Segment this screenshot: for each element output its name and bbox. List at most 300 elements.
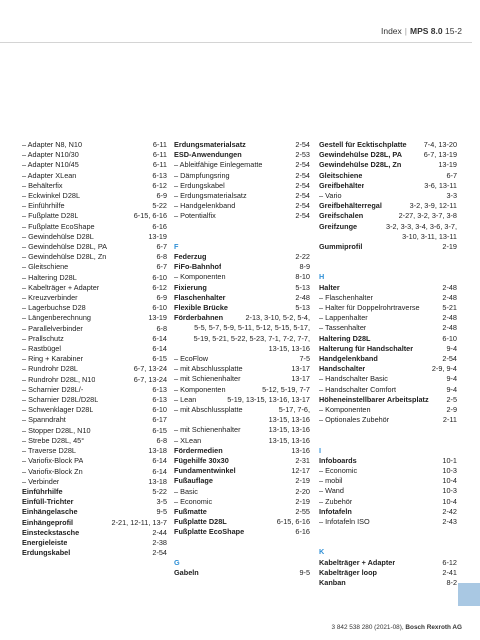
index-entry-pages: 3-6, 13-11 — [424, 180, 457, 190]
index-entry-term: – Haltering D28L — [22, 272, 77, 282]
index-entry — [174, 211, 310, 221]
index-entry-term: – XLean — [174, 435, 202, 445]
index-entry-term: – Kabelträger + Adapter — [22, 282, 100, 292]
index-entry — [319, 160, 457, 170]
index-entry-pages: 6-12 — [442, 557, 457, 567]
index-entry — [174, 293, 310, 303]
index-entry-pages: 10-3 — [442, 466, 457, 476]
index-entry-term: Greifzunge — [319, 221, 358, 231]
index-entry-term: – Scharnier D28L/D28L — [22, 395, 99, 405]
index-entry-term: Greifbehälterregal — [319, 201, 382, 211]
index-entry-term: – Spanndraht — [22, 415, 66, 425]
index-letter-heading: G — [174, 557, 180, 567]
page-header: Index | MPS 8.0 15-2 — [380, 26, 462, 36]
index-entry — [174, 283, 310, 293]
index-entry-pages: 7-4, 13-20 — [423, 140, 457, 149]
index-entry-pages: 6-11 — [152, 160, 167, 170]
index-entry-term: Gabeln — [174, 568, 199, 578]
index-entry — [22, 415, 167, 425]
index-entry-pages: 2-43 — [442, 517, 457, 527]
index-entry-term: – Erdungsmaterialsatz — [174, 191, 247, 201]
index-entry — [174, 497, 310, 507]
index-entry-term: – Variofix-Block Zn — [22, 466, 83, 476]
index-entry — [22, 201, 167, 211]
index-entry-term: Kabelträger + Adapter — [319, 557, 396, 567]
index-entry-term: Energieleiste — [22, 537, 68, 547]
index-entry — [22, 150, 167, 160]
index-entry — [22, 324, 167, 334]
index-entry-term: Infotafeln — [319, 506, 352, 516]
index-entry — [22, 405, 167, 415]
index-entry-term: – Schwenklager D28L — [22, 405, 94, 415]
index-entry-pages: 13-19 — [438, 160, 457, 170]
index-entry-pages: 6-7 — [156, 242, 167, 252]
index-entry — [22, 293, 167, 303]
index-letter-heading: I — [319, 445, 322, 455]
index-entry-pages: 6-13 — [152, 384, 167, 394]
index-entry-pages: 3-5 — [156, 497, 167, 507]
index-entry-pages-continued: 13-15, 13-16 — [268, 343, 310, 353]
index-entry-term: – Lappenhalter — [319, 313, 368, 323]
chapter-tab-marker — [458, 583, 480, 606]
index-entry-pages: 2-48 — [442, 282, 457, 292]
index-entry — [319, 150, 457, 160]
index-entry — [22, 211, 167, 221]
index-entry-pages: 13-15, 13-16 — [268, 425, 310, 435]
index-entry — [174, 517, 310, 527]
index-entry-pages: 2-19 — [295, 496, 310, 506]
index-entry — [22, 364, 167, 374]
index-entry-term: – Gewindehülse D28L — [22, 231, 94, 241]
index-entry-pages: 6-7 — [446, 170, 457, 180]
index-entry — [22, 518, 167, 528]
index-entry — [22, 456, 167, 466]
index-entry — [174, 160, 310, 170]
index-entry-pages: 6-7, 13-24 — [133, 374, 167, 384]
index-entry-term: – Verbinder — [22, 476, 60, 486]
index-entry-term: – Halter für Doppelrohrtraverse — [319, 303, 420, 313]
index-entry-term: Greifbehälter — [319, 180, 365, 190]
index-entry-term: – Ring + Karabiner — [22, 354, 84, 364]
index-entry-pages: 6-12 — [152, 180, 167, 190]
index-entry-term: – Eckwinkel D28L — [22, 191, 80, 201]
index-entry-pages: 9-4 — [446, 343, 457, 353]
index-entry-pages: 2-54 — [295, 180, 310, 190]
index-entry-pages: 2-19 — [295, 476, 310, 486]
section-spacer — [319, 425, 457, 435]
section-spacer — [319, 527, 457, 537]
index-entry — [319, 517, 457, 527]
index-entry-pages: 8-2 — [446, 578, 457, 588]
index-entry-term: – Handschalter Basic — [319, 374, 388, 384]
index-entry-term: – mobil — [319, 476, 343, 486]
index-entry-pages: 12-17 — [291, 466, 310, 476]
index-entry-pages: 2-42 — [442, 506, 457, 516]
index-entry-term: Flaschenhalter — [174, 292, 226, 302]
index-entry-pages: 2-54 — [295, 191, 310, 201]
index-entry-term: Handschalter — [319, 364, 366, 374]
index-entry — [22, 232, 167, 242]
index-entry-term: – Kreuzverbinder — [22, 293, 78, 303]
index-entry — [22, 160, 167, 170]
index-entry — [319, 558, 457, 568]
index-entry-term: – Gleitschiene — [22, 262, 69, 272]
index-entry — [22, 538, 167, 548]
index-entry-pages: 6-7, 13-24 — [133, 364, 167, 374]
index-entry — [22, 242, 167, 252]
index-entry-pages: 13-19 — [148, 313, 167, 323]
index-entry — [319, 242, 457, 252]
index-entry — [319, 334, 457, 344]
index-entry-term: Einfüll-Trichter — [22, 497, 74, 507]
index-entry-pages: 6-15 — [152, 425, 167, 435]
index-entry-pages: 2-54 — [295, 170, 310, 180]
index-entry — [319, 140, 457, 150]
index-entry — [319, 222, 457, 232]
index-entry-term: Erdungsmaterialsatz — [174, 140, 246, 149]
index-entry-pages: 13-15, 13-16 — [268, 435, 310, 445]
index-entry-term: Greifschalen — [319, 211, 364, 221]
index-entry-pages: 5-13 — [295, 282, 310, 292]
index-entry — [319, 486, 457, 496]
index-entry-term: – Rundrohr D28L, N10 — [22, 374, 96, 384]
index-entry — [22, 252, 167, 262]
index-entry — [319, 466, 457, 476]
index-column-2 — [174, 140, 310, 578]
index-entry-pages: 2-38 — [152, 537, 167, 547]
index-entry — [319, 201, 457, 211]
index-entry-term: – Fußplatte EcoShape — [22, 221, 95, 231]
index-entry-term: – mit Schienenhalter — [174, 374, 241, 384]
index-entry-pages: 2-48 — [442, 323, 457, 333]
index-entry-pages: 13-18 — [148, 446, 167, 456]
index-entry-pages: 2-27, 3-2, 3-7, 3-8 — [398, 211, 457, 221]
index-entry — [174, 344, 310, 354]
index-entry-pages: 10-3 — [442, 486, 457, 496]
index-entry-pages: 6-11 — [152, 140, 167, 149]
index-entry — [22, 303, 167, 313]
index-entry — [22, 487, 167, 497]
index-entry — [319, 374, 457, 384]
index-entry-pages: 2-54 — [295, 201, 310, 211]
index-letter-heading: K — [319, 547, 325, 557]
index-entry — [22, 436, 167, 446]
index-entry-term: Einhängelasche — [22, 507, 78, 517]
index-entry — [319, 507, 457, 517]
index-entry-term: – Längenberechnung — [22, 313, 91, 323]
index-entry — [22, 497, 167, 507]
index-entry-term: Infoboards — [319, 455, 357, 465]
index-entry — [319, 283, 457, 293]
index-entry — [22, 467, 167, 477]
index-entry-term: – Economic — [319, 466, 358, 476]
index-entry-term: – Vario — [319, 191, 342, 201]
index-entry — [174, 568, 310, 578]
index-column-3 — [319, 140, 457, 588]
index-entry-pages: 2-48 — [442, 313, 457, 323]
index-entry-term: – Einführhilfe — [22, 201, 65, 211]
index-entry — [22, 375, 167, 385]
index-entry-term: – Rundrohr D28L — [22, 364, 78, 374]
index-entry — [319, 181, 457, 191]
index-entry-term: – EcoFlow — [174, 354, 209, 364]
index-entry-term: – Handschalter Comfort — [319, 384, 397, 394]
index-entry-pages: 6-15, 6-16 — [276, 517, 310, 527]
index-entry — [319, 293, 457, 303]
section-spacer — [319, 252, 457, 262]
index-entry-pages: 2-9, 9-4 — [431, 364, 457, 374]
index-entry — [22, 171, 167, 181]
index-entry-term: – Rastbügel — [22, 344, 61, 354]
index-entry — [22, 395, 167, 405]
index-entry — [319, 497, 457, 507]
index-entry-term: Haltering D28L — [319, 333, 371, 343]
index-entry-pages: 2-48 — [442, 292, 457, 302]
index-entry-term: – Komponenten — [174, 272, 226, 282]
header-divider — [0, 42, 472, 43]
index-entry-term: – Adapter N8, N10 — [22, 140, 83, 149]
index-entry-term: Fußplatte EcoShape — [174, 527, 245, 537]
index-entry — [174, 425, 310, 435]
index-entry — [319, 405, 457, 415]
index-entry — [174, 354, 310, 364]
index-entry — [22, 262, 167, 272]
index-entry — [174, 201, 310, 211]
index-entry — [319, 344, 457, 354]
index-entry-pages: 2-11 — [442, 415, 457, 425]
index-entry-pages: 2-31 — [295, 456, 310, 466]
index-entry-term: Handgelenkband — [319, 354, 378, 364]
index-entry-pages: 2-55 — [295, 507, 310, 517]
index-entry-term: Gummiprofil — [319, 242, 363, 252]
index-entry-pages-continued: 3-10, 3-11, 13-11 — [402, 231, 457, 241]
index-entry-pages-continued: 5-5, 5-7, 5-9, 5-11, 5-12, 5-15, 5-17, — [194, 323, 310, 333]
index-entry — [319, 364, 457, 374]
index-entry-pages: 2-53 — [295, 150, 310, 160]
index-entry-term: – mit Abschlussplatte — [174, 364, 243, 374]
index-entry-pages: 2-5 — [446, 394, 457, 404]
index-entry-term: – Scharnier D28L/- — [22, 384, 84, 394]
section-spacer — [174, 222, 310, 232]
index-entry — [174, 385, 310, 395]
index-entry-term: Gewindehülse D28L, Zn — [319, 160, 402, 170]
index-entry — [174, 140, 310, 150]
index-entry-pages: 6-9 — [156, 293, 167, 303]
index-entry-term: Einsteckstasche — [22, 527, 80, 537]
index-entry — [174, 364, 310, 374]
index-entry-pages: 6-16 — [152, 221, 167, 231]
index-entry-pages: 2-54 — [295, 140, 310, 149]
index-entry-pages-continued: 5-19, 5-21, 5-22, 5-23, 7-1, 7-2, 7-7, — [193, 333, 310, 343]
index-entry-term: Fügehilfe 30x30 — [174, 456, 229, 466]
index-entry-term: – Komponenten — [174, 384, 226, 394]
header-page-number: 15-2 — [444, 26, 462, 36]
index-entry-pages: 5-17, 7-6, — [278, 405, 310, 415]
index-entry-term: Fundamentwinkel — [174, 466, 236, 476]
index-entry-pages: 5-22 — [152, 486, 167, 496]
index-entry-pages: 2-48 — [295, 292, 310, 302]
index-letter-heading: H — [319, 272, 325, 282]
index-entry-pages: 10-1 — [442, 455, 457, 465]
index-entry — [174, 150, 310, 160]
index-entry-pages: 6-10 — [152, 272, 167, 282]
index-entry-pages: 6-8 — [156, 435, 167, 445]
index-entry-pages: 6-8 — [156, 252, 167, 262]
index-entry-term: – Lagerbuchse D28 — [22, 303, 86, 313]
index-entry — [174, 272, 310, 282]
index-entry-term: ESD-Anwendungen — [174, 150, 242, 160]
index-entry-pages: 6-15 — [152, 354, 167, 364]
index-entry-pages: 6-9 — [156, 191, 167, 201]
index-entry — [319, 211, 457, 221]
index-entry — [22, 446, 167, 456]
index-entry-term: Erdungskabel — [22, 548, 71, 558]
index-entry — [22, 313, 167, 323]
index-entry — [22, 222, 167, 232]
index-entry — [174, 303, 310, 313]
index-entry-term: – Adapter N10/45 — [22, 160, 79, 170]
index-entry-pages: 6-11 — [152, 150, 167, 160]
index-entry — [22, 354, 167, 364]
index-entry — [22, 477, 167, 487]
index-entry — [319, 395, 457, 405]
index-entry — [22, 140, 167, 150]
index-entry-term: – Gewindehülse D28L, Zn — [22, 252, 107, 262]
index-entry-pages: 9-4 — [446, 384, 457, 394]
index-entry-term: – Prallschutz — [22, 333, 64, 343]
index-entry-term: – Erdungskabel — [174, 180, 225, 190]
index-entry-pages: 5-19, 13-15, 13-16, 13-17 — [227, 394, 310, 404]
index-entry-term: Fußmatte — [174, 507, 207, 517]
index-entry — [174, 527, 310, 537]
page-footer — [332, 624, 463, 631]
index-entry-term: Gleitschiene — [319, 170, 363, 180]
index-entry-term: – Infotafeln ISO — [319, 517, 370, 527]
index-entry-pages-continued: 13-15, 13-16 — [268, 415, 310, 425]
index-entry — [22, 528, 167, 538]
index-entry-term: – Wand — [319, 486, 344, 496]
index-entry — [22, 344, 167, 354]
index-entry — [319, 191, 457, 201]
index-entry-pages: 2-20 — [295, 486, 310, 496]
header-section: Index — [380, 26, 402, 36]
index-entry-pages: 10-4 — [442, 496, 457, 506]
index-entry-term: – Traverse D28L — [22, 446, 76, 456]
index-entry — [319, 385, 457, 395]
index-entry-term: Förderbahnen — [174, 313, 224, 323]
index-entry-pages: 2-44 — [152, 527, 167, 537]
index-entry — [22, 548, 167, 558]
index-entry — [174, 313, 310, 323]
index-entry-pages: 3-2, 3-3, 3-4, 3-6, 3-7, — [386, 221, 457, 231]
index-entry — [174, 466, 310, 476]
index-entry — [174, 334, 310, 344]
footer-brand: Bosch Rexroth AG — [405, 624, 462, 631]
index-entry-pages: 6-13 — [152, 170, 167, 180]
section-spacer — [174, 538, 310, 548]
index-entry-term: – Parallelverbinder — [22, 323, 83, 333]
index-entry-pages: 7-5 — [299, 354, 310, 364]
index-entry-pages: 6-15, 6-16 — [133, 211, 167, 221]
index-entry — [174, 171, 310, 181]
index-entry — [174, 395, 310, 405]
index-entry-pages: 13-16 — [291, 445, 310, 455]
index-entry — [22, 191, 167, 201]
footer-document-number: 3 842 538 280 (2021-08), — [331, 624, 404, 631]
index-entry — [22, 385, 167, 395]
index-entry — [319, 578, 457, 588]
index-entry-pages: 13-18 — [148, 476, 167, 486]
index-entry-pages: 9-4 — [446, 374, 457, 384]
index-entry-pages: 6-16 — [295, 527, 310, 537]
index-entry-pages: 2-13, 3-10, 5-2, 5-4, — [245, 313, 310, 323]
index-entry-term: – Dämpfungsring — [174, 170, 230, 180]
index-entry — [174, 476, 310, 486]
index-entry-term: – Fußplatte D28L — [22, 211, 79, 221]
index-entry-pages: 10-4 — [442, 476, 457, 486]
index-entry-term: Einhängeprofil — [22, 517, 74, 527]
index-entry-pages: 2-54 — [295, 211, 310, 221]
index-entry-term: – Optionales Zubehör — [319, 415, 390, 425]
index-entry — [174, 415, 310, 425]
index-entry-pages: 9-5 — [299, 568, 310, 578]
index-entry-term: – Ableitfähige Einlegematte — [174, 160, 263, 170]
index-entry — [22, 334, 167, 344]
index-entry-pages: 6-8 — [156, 323, 167, 333]
index-entry-pages: 8-10 — [295, 272, 310, 282]
index-entry-pages: 6-10 — [152, 405, 167, 415]
index-entry — [174, 456, 310, 466]
index-entry-term: – Flaschenhalter — [319, 292, 373, 302]
index-entry — [174, 323, 310, 333]
index-entry-term: – mit Abschlussplatte — [174, 405, 243, 415]
index-entry-term: – Adapter XLean — [22, 170, 77, 180]
index-entry — [174, 405, 310, 415]
index-entry-term: – Strebe D28L, 45° — [22, 435, 85, 445]
index-entry — [174, 446, 310, 456]
index-entry-pages: 6-14 — [152, 466, 167, 476]
index-entry-term: Halterung für Handschalter — [319, 343, 414, 353]
index-entry — [319, 415, 457, 425]
index-entry — [22, 283, 167, 293]
index-entry-term: Federzug — [174, 252, 207, 261]
index-entry — [174, 252, 310, 262]
index-entry — [22, 181, 167, 191]
index-entry-term: – Variofix-Block PA — [22, 456, 84, 466]
index-entry-pages: 6-17 — [152, 415, 167, 425]
index-entry-term: – Gewindehülse D28L, PA — [22, 242, 108, 252]
index-entry — [174, 191, 310, 201]
index-entry-pages: 6-14 — [152, 344, 167, 354]
index-entry — [22, 273, 167, 283]
index-entry-pages: 2-22 — [295, 252, 310, 261]
index-entry-term: Gestell für Ecktischplatte — [319, 140, 407, 149]
index-entry-term: Gewindehülse D28L, PA — [319, 150, 402, 160]
index-entry-pages: 9-5 — [156, 507, 167, 517]
index-entry — [174, 262, 310, 272]
index-entry-term: FiFo-Bahnhof — [174, 262, 222, 272]
index-entry-pages: 2-9 — [446, 405, 457, 415]
index-entry — [22, 426, 167, 436]
index-entry — [174, 374, 310, 384]
index-entry-pages: 5-12, 5-19, 7-7 — [262, 384, 310, 394]
index-entry-pages: 6-7 — [156, 262, 167, 272]
index-entry-pages: 8-9 — [299, 262, 310, 272]
index-entry-term: – Stopper D28L, N10 — [22, 425, 91, 435]
index-entry-pages: 2-54 — [442, 354, 457, 364]
index-entry-pages: 6-10 — [152, 303, 167, 313]
index-entry-pages: 6-7, 13-19 — [423, 150, 457, 160]
